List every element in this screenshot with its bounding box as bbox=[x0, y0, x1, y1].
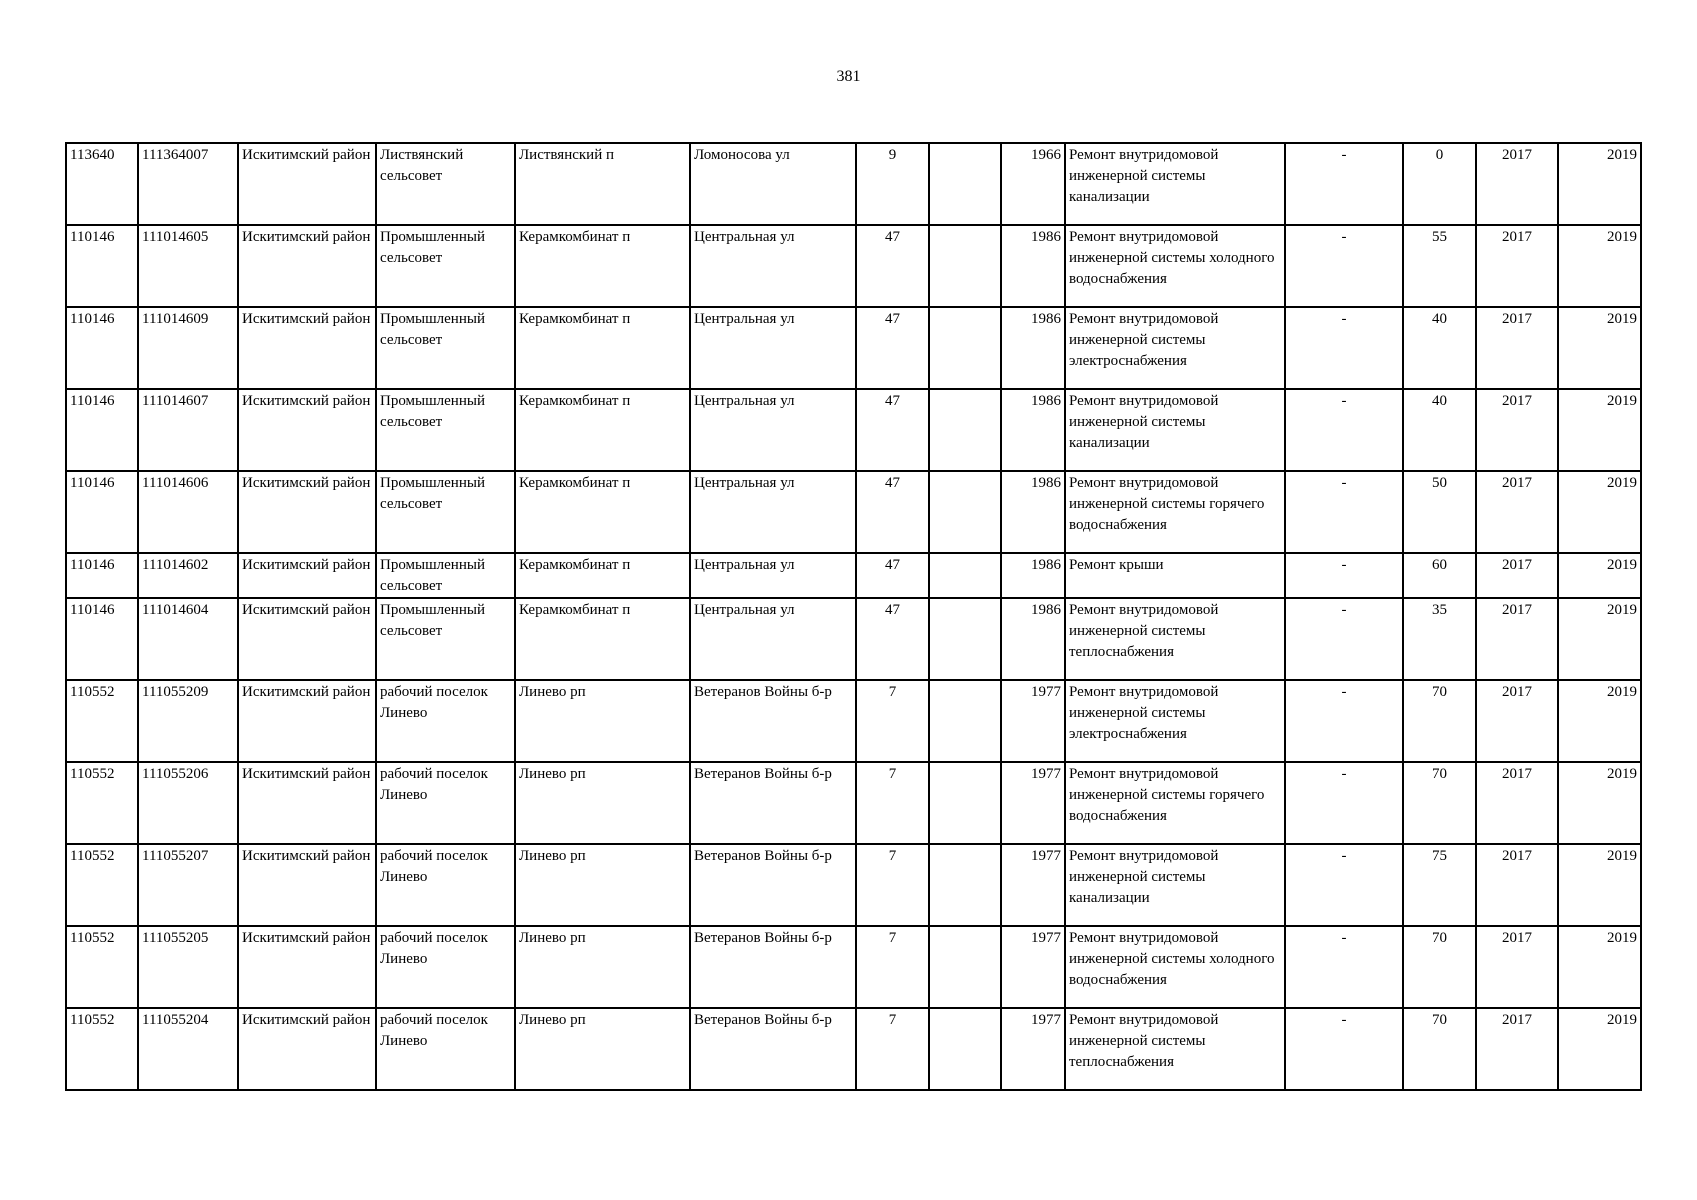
table-row bbox=[66, 762, 1641, 844]
table-row bbox=[66, 680, 1641, 762]
house-code-cell: 110146 bbox=[66, 225, 138, 307]
dash-cell: - bbox=[1285, 225, 1403, 307]
dash-cell: - bbox=[1285, 926, 1403, 1008]
settlement-cell: Керамкомбинат п bbox=[515, 471, 690, 553]
street-cell: Центральная ул bbox=[690, 553, 856, 598]
work-type-cell: Ремонт внутридомовой инженерной системы канализации bbox=[1065, 389, 1285, 471]
element-code-cell: 111055204 bbox=[138, 1008, 238, 1090]
work-type-cell: Ремонт внутридомовой инженерной системы холодного водоснабжения bbox=[1065, 926, 1285, 1008]
municipality-cell: рабочий поселок Линево bbox=[376, 680, 515, 762]
year-from-cell: 2017 bbox=[1476, 553, 1558, 598]
building-cell bbox=[929, 844, 1001, 926]
dash-cell: - bbox=[1285, 1008, 1403, 1090]
work-type-cell: Ремонт внутридомовой инженерной системы теплоснабжения bbox=[1065, 1008, 1285, 1090]
amount-cell: 70 bbox=[1403, 680, 1476, 762]
element-code-cell: 111014607 bbox=[138, 389, 238, 471]
municipality-cell: Промышленный сельсовет bbox=[376, 225, 515, 307]
year-to-cell: 2019 bbox=[1558, 553, 1641, 598]
house-code-cell: 110146 bbox=[66, 471, 138, 553]
house-code-cell: 110552 bbox=[66, 926, 138, 1008]
building-cell bbox=[929, 143, 1001, 225]
house-code-cell: 113640 bbox=[66, 143, 138, 225]
year-from-cell: 2017 bbox=[1476, 225, 1558, 307]
house-code-cell: 110146 bbox=[66, 553, 138, 598]
settlement-cell: Листвянский п bbox=[515, 143, 690, 225]
building-cell bbox=[929, 598, 1001, 680]
house-number-cell: 47 bbox=[856, 389, 929, 471]
amount-cell: 40 bbox=[1403, 389, 1476, 471]
work-type-cell: Ремонт внутридомовой инженерной системы горячего водоснабжения bbox=[1065, 762, 1285, 844]
work-type-cell: Ремонт внутридомовой инженерной системы теплоснабжения bbox=[1065, 598, 1285, 680]
element-code-cell: 111014606 bbox=[138, 471, 238, 553]
house-code-cell: 110146 bbox=[66, 389, 138, 471]
house-number-cell: 9 bbox=[856, 143, 929, 225]
year-to-cell: 2019 bbox=[1558, 143, 1641, 225]
amount-cell: 75 bbox=[1403, 844, 1476, 926]
year-from-cell: 2017 bbox=[1476, 680, 1558, 762]
dash-cell: - bbox=[1285, 307, 1403, 389]
street-cell: Ветеранов Войны б-р bbox=[690, 762, 856, 844]
district-cell: Искитимский район bbox=[238, 389, 376, 471]
dash-cell: - bbox=[1285, 762, 1403, 844]
amount-cell: 35 bbox=[1403, 598, 1476, 680]
year-from-cell: 2017 bbox=[1476, 598, 1558, 680]
construction-year-cell: 1977 bbox=[1001, 762, 1065, 844]
district-cell: Искитимский район bbox=[238, 844, 376, 926]
amount-cell: 55 bbox=[1403, 225, 1476, 307]
street-cell: Центральная ул bbox=[690, 598, 856, 680]
dash-cell: - bbox=[1285, 389, 1403, 471]
year-to-cell: 2019 bbox=[1558, 307, 1641, 389]
year-to-cell: 2019 bbox=[1558, 389, 1641, 471]
construction-year-cell: 1986 bbox=[1001, 553, 1065, 598]
dash-cell: - bbox=[1285, 553, 1403, 598]
amount-cell: 0 bbox=[1403, 143, 1476, 225]
construction-year-cell: 1977 bbox=[1001, 680, 1065, 762]
district-cell: Искитимский район bbox=[238, 926, 376, 1008]
year-from-cell: 2017 bbox=[1476, 1008, 1558, 1090]
year-from-cell: 2017 bbox=[1476, 307, 1558, 389]
element-code-cell: 111014609 bbox=[138, 307, 238, 389]
construction-year-cell: 1977 bbox=[1001, 1008, 1065, 1090]
table-body bbox=[66, 143, 1641, 1090]
house-number-cell: 7 bbox=[856, 1008, 929, 1090]
construction-year-cell: 1986 bbox=[1001, 225, 1065, 307]
year-from-cell: 2017 bbox=[1476, 471, 1558, 553]
dash-cell: - bbox=[1285, 471, 1403, 553]
building-cell bbox=[929, 762, 1001, 844]
district-cell: Искитимский район bbox=[238, 1008, 376, 1090]
year-to-cell: 2019 bbox=[1558, 1008, 1641, 1090]
municipality-cell: Промышленный сельсовет bbox=[376, 598, 515, 680]
table-row bbox=[66, 926, 1641, 1008]
street-cell: Ветеранов Войны б-р bbox=[690, 926, 856, 1008]
dash-cell: - bbox=[1285, 598, 1403, 680]
work-type-cell: Ремонт крыши bbox=[1065, 553, 1285, 598]
repair-program-table bbox=[65, 142, 1642, 1091]
year-to-cell: 2019 bbox=[1558, 762, 1641, 844]
table-row bbox=[66, 598, 1641, 680]
construction-year-cell: 1977 bbox=[1001, 844, 1065, 926]
building-cell bbox=[929, 225, 1001, 307]
element-code-cell: 111014605 bbox=[138, 225, 238, 307]
year-to-cell: 2019 bbox=[1558, 598, 1641, 680]
district-cell: Искитимский район bbox=[238, 553, 376, 598]
settlement-cell: Керамкомбинат п bbox=[515, 307, 690, 389]
municipality-cell: Промышленный сельсовет bbox=[376, 307, 515, 389]
district-cell: Искитимский район bbox=[238, 471, 376, 553]
amount-cell: 70 bbox=[1403, 762, 1476, 844]
year-from-cell: 2017 bbox=[1476, 926, 1558, 1008]
work-type-cell: Ремонт внутридомовой инженерной системы канализации bbox=[1065, 143, 1285, 225]
street-cell: Центральная ул bbox=[690, 307, 856, 389]
district-cell: Искитимский район bbox=[238, 307, 376, 389]
house-number-cell: 7 bbox=[856, 680, 929, 762]
district-cell: Искитимский район bbox=[238, 598, 376, 680]
year-to-cell: 2019 bbox=[1558, 680, 1641, 762]
settlement-cell: Керамкомбинат п bbox=[515, 553, 690, 598]
table-row bbox=[66, 471, 1641, 553]
construction-year-cell: 1977 bbox=[1001, 926, 1065, 1008]
municipality-cell: Листвянский сельсовет bbox=[376, 143, 515, 225]
street-cell: Ветеранов Войны б-р bbox=[690, 844, 856, 926]
year-from-cell: 2017 bbox=[1476, 389, 1558, 471]
year-to-cell: 2019 bbox=[1558, 926, 1641, 1008]
table-row bbox=[66, 553, 1641, 598]
dash-cell: - bbox=[1285, 844, 1403, 926]
table-row bbox=[66, 389, 1641, 471]
year-from-cell: 2017 bbox=[1476, 844, 1558, 926]
house-code-cell: 110552 bbox=[66, 1008, 138, 1090]
construction-year-cell: 1986 bbox=[1001, 471, 1065, 553]
house-number-cell: 47 bbox=[856, 307, 929, 389]
house-number-cell: 47 bbox=[856, 471, 929, 553]
element-code-cell: 111055206 bbox=[138, 762, 238, 844]
house-number-cell: 47 bbox=[856, 553, 929, 598]
dash-cell: - bbox=[1285, 143, 1403, 225]
settlement-cell: Линево рп bbox=[515, 762, 690, 844]
amount-cell: 40 bbox=[1403, 307, 1476, 389]
building-cell bbox=[929, 471, 1001, 553]
street-cell: Ветеранов Войны б-р bbox=[690, 1008, 856, 1090]
street-cell: Ломоносова ул bbox=[690, 143, 856, 225]
work-type-cell: Ремонт внутридомовой инженерной системы канализации bbox=[1065, 844, 1285, 926]
year-to-cell: 2019 bbox=[1558, 471, 1641, 553]
work-type-cell: Ремонт внутридомовой инженерной системы горячего водоснабжения bbox=[1065, 471, 1285, 553]
municipality-cell: рабочий поселок Линево bbox=[376, 762, 515, 844]
building-cell bbox=[929, 389, 1001, 471]
district-cell: Искитимский район bbox=[238, 680, 376, 762]
table-row bbox=[66, 844, 1641, 926]
house-number-cell: 47 bbox=[856, 225, 929, 307]
municipality-cell: рабочий поселок Линево bbox=[376, 844, 515, 926]
table-row bbox=[66, 225, 1641, 307]
construction-year-cell: 1986 bbox=[1001, 307, 1065, 389]
building-cell bbox=[929, 1008, 1001, 1090]
element-code-cell: 111055207 bbox=[138, 844, 238, 926]
table-row bbox=[66, 143, 1641, 225]
building-cell bbox=[929, 680, 1001, 762]
table-row bbox=[66, 1008, 1641, 1090]
municipality-cell: Промышленный сельсовет bbox=[376, 389, 515, 471]
house-code-cell: 110552 bbox=[66, 762, 138, 844]
year-to-cell: 2019 bbox=[1558, 844, 1641, 926]
building-cell bbox=[929, 553, 1001, 598]
amount-cell: 70 bbox=[1403, 1008, 1476, 1090]
construction-year-cell: 1986 bbox=[1001, 598, 1065, 680]
dash-cell: - bbox=[1285, 680, 1403, 762]
house-code-cell: 110146 bbox=[66, 307, 138, 389]
municipality-cell: рабочий поселок Линево bbox=[376, 926, 515, 1008]
year-from-cell: 2017 bbox=[1476, 762, 1558, 844]
work-type-cell: Ремонт внутридомовой инженерной системы холодного водоснабжения bbox=[1065, 225, 1285, 307]
settlement-cell: Линево рп bbox=[515, 926, 690, 1008]
municipality-cell: рабочий поселок Линево bbox=[376, 1008, 515, 1090]
element-code-cell: 111014604 bbox=[138, 598, 238, 680]
house-code-cell: 110552 bbox=[66, 680, 138, 762]
settlement-cell: Линево рп bbox=[515, 844, 690, 926]
district-cell: Искитимский район bbox=[238, 225, 376, 307]
house-code-cell: 110552 bbox=[66, 844, 138, 926]
street-cell: Центральная ул bbox=[690, 389, 856, 471]
street-cell: Ветеранов Войны б-р bbox=[690, 680, 856, 762]
year-from-cell: 2017 bbox=[1476, 143, 1558, 225]
construction-year-cell: 1966 bbox=[1001, 143, 1065, 225]
element-code-cell: 111014602 bbox=[138, 553, 238, 598]
amount-cell: 70 bbox=[1403, 926, 1476, 1008]
municipality-cell: Промышленный сельсовет bbox=[376, 553, 515, 598]
house-number-cell: 7 bbox=[856, 844, 929, 926]
settlement-cell: Керамкомбинат п bbox=[515, 389, 690, 471]
settlement-cell: Линево рп bbox=[515, 680, 690, 762]
element-code-cell: 111364007 bbox=[138, 143, 238, 225]
house-number-cell: 7 bbox=[856, 762, 929, 844]
work-type-cell: Ремонт внутридомовой инженерной системы электроснабжения bbox=[1065, 680, 1285, 762]
settlement-cell: Керамкомбинат п bbox=[515, 225, 690, 307]
district-cell: Искитимский район bbox=[238, 143, 376, 225]
table-row bbox=[66, 307, 1641, 389]
street-cell: Центральная ул bbox=[690, 471, 856, 553]
building-cell bbox=[929, 307, 1001, 389]
street-cell: Центральная ул bbox=[690, 225, 856, 307]
district-cell: Искитимский район bbox=[238, 762, 376, 844]
page-number: 381 bbox=[836, 68, 861, 85]
building-cell bbox=[929, 926, 1001, 1008]
settlement-cell: Линево рп bbox=[515, 1008, 690, 1090]
house-code-cell: 110146 bbox=[66, 598, 138, 680]
municipality-cell: Промышленный сельсовет bbox=[376, 471, 515, 553]
work-type-cell: Ремонт внутридомовой инженерной системы электроснабжения bbox=[1065, 307, 1285, 389]
element-code-cell: 111055205 bbox=[138, 926, 238, 1008]
settlement-cell: Керамкомбинат п bbox=[515, 598, 690, 680]
element-code-cell: 111055209 bbox=[138, 680, 238, 762]
construction-year-cell: 1986 bbox=[1001, 389, 1065, 471]
house-number-cell: 47 bbox=[856, 598, 929, 680]
year-to-cell: 2019 bbox=[1558, 225, 1641, 307]
house-number-cell: 7 bbox=[856, 926, 929, 1008]
amount-cell: 50 bbox=[1403, 471, 1476, 553]
amount-cell: 60 bbox=[1403, 553, 1476, 598]
